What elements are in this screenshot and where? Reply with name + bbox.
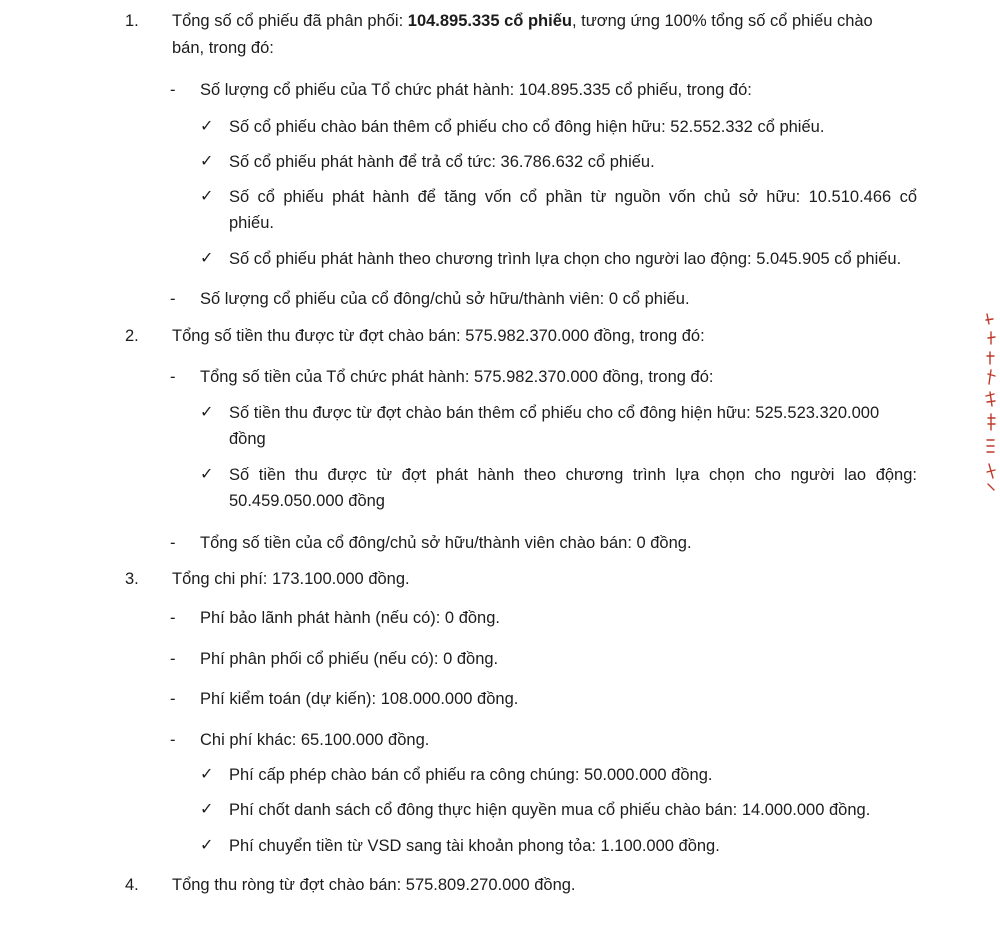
check-item-text: Phí chuyển tiền từ VSD sang tài khoản phong tỏa: 1.100.000 đồng. xyxy=(229,837,720,855)
dash-bullet: - xyxy=(170,290,176,308)
checkmark-icon: ✓ xyxy=(200,404,214,421)
checkmark-icon: ✓ xyxy=(200,153,214,170)
margin-stamp-marks xyxy=(984,312,998,492)
item-text: Tổng chi phí: 173.100.000 đồng. xyxy=(172,570,410,588)
sub-item-text: Phí kiểm toán (dự kiến): 108.000.000 đồng. xyxy=(200,690,519,708)
sub-item-text: Phí phân phối cổ phiếu (nếu có): 0 đồng. xyxy=(200,650,499,668)
item-text: Tổng số cổ phiếu đã phân phối: 104.895.335 cổ phiếu, tương ứng 100% tổng số cổ phiếu chào xyxy=(172,12,873,30)
sub-item-text: Chi phí khác: 65.100.000 đồng. xyxy=(200,731,430,749)
sub-item-text: Số lượng cổ phiếu của Tổ chức phát hành: 104.895.335 cổ phiếu, trong đó: xyxy=(200,81,752,99)
check-item-text: Phí chốt danh sách cổ đông thực hiện quyền mua cổ phiếu chào bán: 14.000.000 đồng. xyxy=(229,801,871,819)
check-item-text: Số tiền thu được từ đợt chào bán thêm cổ phiếu cho cổ đông hiện hữu: 525.523.320.000 xyxy=(229,404,880,422)
dash-bullet: - xyxy=(170,368,176,386)
dash-bullet: - xyxy=(170,731,176,749)
checkmark-icon: ✓ xyxy=(200,188,214,205)
dash-bullet: - xyxy=(170,81,176,99)
checkmark-icon: ✓ xyxy=(200,766,214,783)
dash-bullet: - xyxy=(170,650,176,668)
sub-item-text: Tổng số tiền của Tổ chức phát hành: 575.982.370.000 đồng, trong đó: xyxy=(200,368,714,386)
check-item-text: Số cổ phiếu chào bán thêm cổ phiếu cho cổ đông hiện hữu: 52.552.332 cổ phiếu. xyxy=(229,118,825,136)
sub-item-text: Số lượng cổ phiếu của cổ đông/chủ sở hữu/thành viên: 0 cổ phiếu. xyxy=(200,290,690,308)
check-item-continuation: phiếu. xyxy=(229,214,274,232)
check-item-text: Số cổ phiếu phát hành theo chương trình lựa chọn cho người lao động: 5.045.905 cổ phiếu. xyxy=(229,250,902,268)
sub-item-text: Tổng số tiền của cổ đông/chủ sở hữu/thành viên chào bán: 0 đồng. xyxy=(200,534,692,552)
item-text: Tổng thu ròng từ đợt chào bán: 575.809.270.000 đồng. xyxy=(172,876,576,894)
checkmark-icon: ✓ xyxy=(200,250,214,267)
item-continuation: bán, trong đó: xyxy=(172,39,274,57)
dash-bullet: - xyxy=(170,690,176,708)
checkmark-icon: ✓ xyxy=(200,837,214,854)
check-item-text: Phí cấp phép chào bán cổ phiếu ra công chúng: 50.000.000 đồng. xyxy=(229,766,713,784)
item-number: 4. xyxy=(125,876,139,894)
checkmark-icon: ✓ xyxy=(200,466,214,483)
item-number: 2. xyxy=(125,327,139,345)
check-item-continuation: đồng xyxy=(229,430,266,448)
check-item-text: Số cổ phiếu phát hành để tăng vốn cổ phần từ nguồn vốn chủ sở hữu: 10.510.466 cổ xyxy=(229,188,917,206)
dash-bullet: - xyxy=(170,609,176,627)
item-text: Tổng số tiền thu được từ đợt chào bán: 575.982.370.000 đồng, trong đó: xyxy=(172,327,705,345)
item-bold-value: 104.895.335 cổ phiếu xyxy=(407,12,572,30)
check-item-text: Số tiền thu được từ đợt phát hành theo chương trình lựa chọn cho người lao động: xyxy=(229,466,917,484)
check-item-text: Số cổ phiếu phát hành để trả cổ tức: 36.786.632 cổ phiếu. xyxy=(229,153,655,171)
item-number: 3. xyxy=(125,570,139,588)
checkmark-icon: ✓ xyxy=(200,801,214,818)
check-item-continuation: 50.459.050.000 đồng xyxy=(229,492,385,510)
item-number: 1. xyxy=(125,12,139,30)
dash-bullet: - xyxy=(170,534,176,552)
checkmark-icon: ✓ xyxy=(200,118,214,135)
sub-item-text: Phí bảo lãnh phát hành (nếu có): 0 đồng. xyxy=(200,609,500,627)
